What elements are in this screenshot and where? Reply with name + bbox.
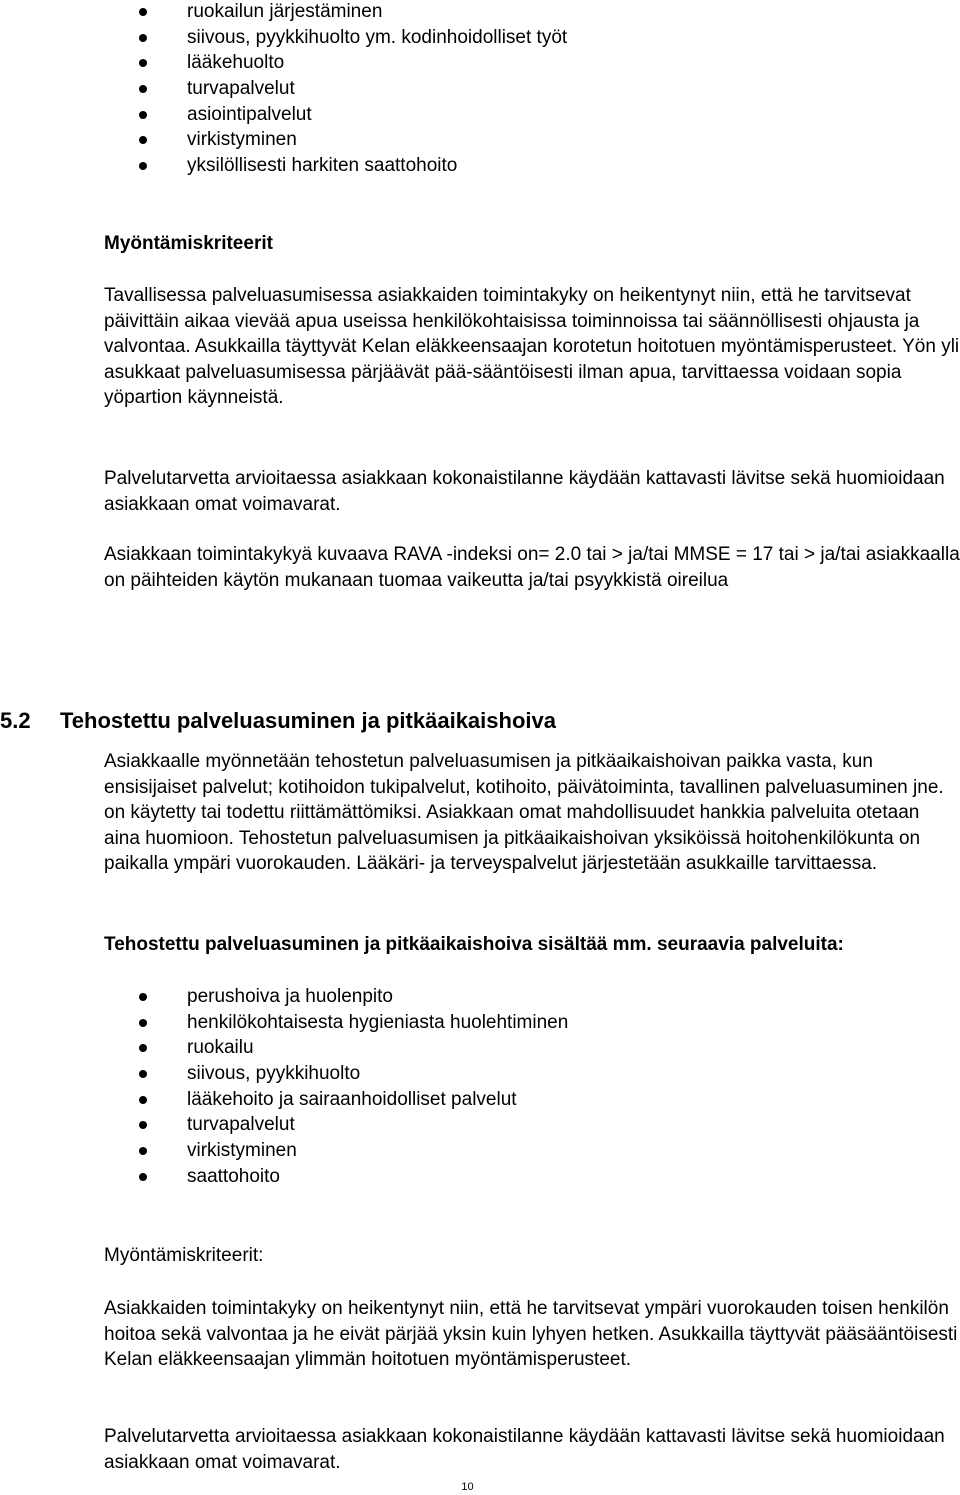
list-item: turvapalvelut [0,76,960,102]
section-intro-paragraph: Asiakkaalle myönnetään tehostetun palveluasumisen ja pitkäaikaishoivan paikka vasta, kun ensisijaiset palvelut; kotihoidon tukipalvelut, kotihoito, päivätoiminta, tavallinen palveluasuminen jne. on käytetty tai todettu riittämättömiksi. Asiakkaan omat mahdollisuudet hankkia palveluita otetaan aina huomioon. Tehostetun palveluasumisen ja pitkäaikaishoivan yksiköissä hoitohenkilökunta on paikalla ympäri vuorokauden. Lääkäri- ja terveyspalvelut järjestetään asukkaille tarvittaessa. [104,751,944,874]
rava-paragraph: Asiakkaan toimintakykyä kuvaava RAVA -indeksi on= 2.0 tai > ja/tai MMSE = 17 tai > ja/tai asiakkaalla on päihteiden käytön mukanaan tuomaa vaikeutta ja/tai psyykkistä oireilua [104,544,960,591]
section-number: 5.2 [0,708,31,733]
bullet-icon [139,136,147,144]
criteria2-paragraph: Asiakkaiden toimintakyky on heikentynyt niin, että he tarvitsevat ympäri vuorokauden toisen henkilön hoitoa sekä valvontaa ja he eivät pärjää yksin kuin lyhyen hetken. Asukkailla täyttyvät pääsääntöisesti Kelan eläkkeensaajan ylimmän hoitotuen myöntämisperusteet. [104,1298,958,1370]
bullet-icon [139,1121,147,1129]
list-item: lääkehoito ja sairaanhoidolliset palvelut [0,1087,960,1113]
bullet-icon [139,1147,147,1155]
criteria2-assessment-paragraph: Palvelutarvetta arvioitaessa asiakkaan kokonaistilanne käydään kattavasti lävitse sekä huomioidaan asiakkaan omat voimavarat. [104,1426,945,1473]
section-title: Tehostettu palveluasuminen ja pitkäaikaishoiva [60,708,556,733]
list-item: henkilökohtaisesta hygieniasta huolehtiminen [0,1010,960,1036]
bullet-icon [139,1173,147,1181]
list-item: ruokailun järjestäminen [0,0,960,25]
list-item: asiointipalvelut [0,102,960,128]
bullet-icon [139,34,147,42]
criteria2-heading: Myöntämiskriteerit: [104,1245,264,1266]
list-item: yksilöllisesti harkiten saattohoito [0,153,960,179]
list-item: virkistyminen [0,127,960,153]
assessment-paragraph: Palvelutarvetta arvioitaessa asiakkaan kokonaistilanne käydään kattavasti lävitse sekä huomioidaan asiakkaan omat voimavarat. [104,468,945,515]
services-bullet-list [0,984,960,1190]
services-heading: Tehostettu palveluasuminen ja pitkäaikaishoiva sisältää mm. seuraavia palveluita: [104,934,844,955]
bullet-icon [139,111,147,119]
list-item: saattohoito [0,1164,960,1190]
top-bullet-list [0,0,960,179]
section-heading [0,706,556,736]
bullet-icon [139,993,147,1001]
list-item: ruokailu [0,1035,960,1061]
page-number: 10 [461,1481,474,1493]
criteria-heading: Myöntämiskriteerit [104,233,273,254]
criteria-paragraph: Tavallisessa palveluasumisessa asiakkaiden toimintakyky on heikentynyt niin, että he tarvitsevat päivittäin aikaa vievää apua useissa henkilökohtaisissa toiminnoissa tai säännöllisesti ohjausta ja valvontaa. Asukkailla täyttyvät Kelan eläkkeensaajan korotetun hoitotuen myöntämisperusteet. Yön yli asukkaat palveluasumisessa pärjäävät pää-sääntöisesti ilman apua, tarvittaessa voidaan sopia yöpartion käynneistä. [104,285,960,408]
bullet-icon [139,1096,147,1104]
list-item: virkistyminen [0,1138,960,1164]
list-item: lääkehuolto [0,50,960,76]
bullet-icon [139,1070,147,1078]
list-item: turvapalvelut [0,1112,960,1138]
list-item: perushoiva ja huolenpito [0,984,960,1010]
bullet-icon [139,1044,147,1052]
bullet-icon [139,85,147,93]
bullet-icon [139,162,147,170]
bullet-icon [139,1019,147,1027]
list-item: siivous, pyykkihuolto ym. kodinhoidolliset työt [0,25,960,51]
bullet-icon [139,8,147,16]
list-item: siivous, pyykkihuolto [0,1061,960,1087]
bullet-icon [139,59,147,67]
